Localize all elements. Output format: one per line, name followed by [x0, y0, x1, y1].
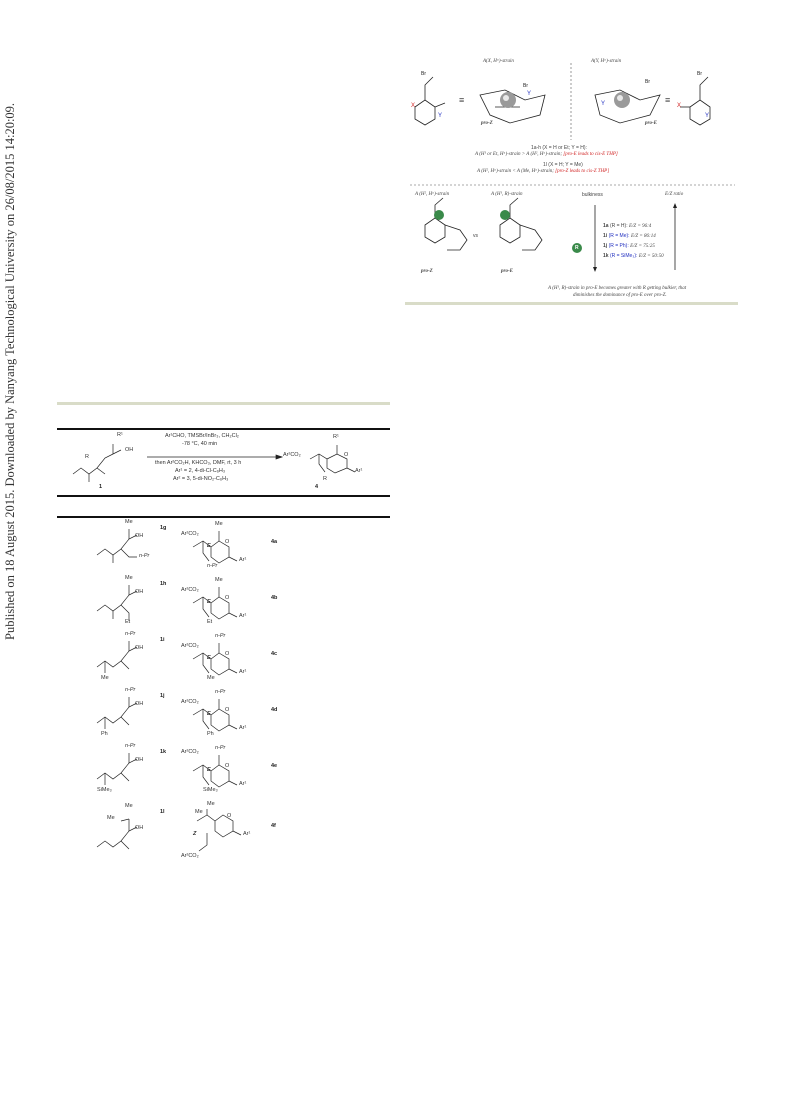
row-prod-o: O: [225, 595, 230, 601]
row-structures: [57, 573, 390, 629]
row-prod-o: O: [225, 539, 230, 545]
table-top-rule: [57, 402, 390, 405]
row-top-group: n-Pr: [125, 687, 136, 693]
scheme-prod-o: O: [344, 452, 349, 458]
row-prod-o: O: [227, 813, 232, 819]
table-row: [57, 629, 390, 685]
scheme-cond-1: Ar¹CHO, TMSBr/InBr₃, CH₂Cl₂: [165, 433, 239, 439]
row-sub-group: n-Pr: [139, 553, 150, 559]
row-substrate-label: 1i: [160, 637, 165, 643]
sidebar-publication-note: [3, 102, 17, 1100]
row-product-label: 4a: [271, 539, 278, 545]
row-prod-ar1: Ar¹: [239, 781, 247, 787]
row-sub-group: Me: [101, 675, 109, 681]
row-prod-sub: Ph: [207, 731, 214, 737]
row-substrate-label: 1l: [160, 809, 165, 815]
svg-text:Br: Br: [645, 79, 650, 85]
row-prod-sub: Et: [207, 619, 213, 625]
row-prod-ar1: Ar¹: [239, 669, 247, 675]
fig-top-left-label: A(X, Hᵃ)-strain: [483, 59, 514, 64]
table-row: [57, 741, 390, 797]
row-oh: OH: [135, 645, 144, 651]
svg-text:Y: Y: [601, 101, 606, 107]
scheme-prod-label: 4: [315, 484, 319, 490]
fig-caption-b: diminishes the dominance of pro-E over pro-Z.: [573, 293, 667, 298]
row-geometry: E: [207, 655, 211, 661]
row-prod-sub: n-Pr: [207, 563, 218, 569]
fig-cond1-note: A (H¹ or Et, Hᵃ)-strain > A (H², Hᵃ)-strain; [pro-E leads to cis-E THP]: [475, 152, 618, 157]
scheme-r1: R¹: [117, 432, 123, 438]
row-prod-o: O: [225, 763, 230, 769]
scheme-sm-label: 1: [99, 484, 103, 490]
row-sub-group: SiMe₃: [97, 787, 112, 793]
row-product-label: 4c: [271, 651, 278, 657]
svg-text:Br: Br: [523, 83, 528, 89]
row-prod-ar1: Ar¹: [239, 613, 247, 619]
row-geometry: E: [207, 711, 211, 717]
row-oh: OH: [135, 757, 144, 763]
scheme-cond-3: then Ar²CO₂H, KHCO₃, DMF, rt, 3 h: [155, 460, 242, 466]
scheme-cond-4: Ar¹ = 2, 4-di-Cl-C₆H₃: [175, 468, 226, 474]
scheme-bottom-line: [57, 495, 390, 497]
row-ar2co2: Ar²CO₂: [181, 531, 199, 537]
row-top-group: n-Pr: [125, 743, 136, 749]
fig-bottom-mid-label: A (H¹, R)-strain: [491, 192, 523, 197]
scheme-r: R: [85, 454, 89, 460]
row-prod-top: Me: [215, 521, 223, 527]
substrate-table: [57, 517, 390, 857]
row-product-label: 4f: [271, 823, 276, 829]
scheme-cond-2: -78 °C, 40 min: [182, 441, 218, 447]
row-oh: OH: [135, 701, 144, 707]
row-ar2co2: Ar²CO₂: [181, 853, 199, 859]
scheme-prod-r: R: [323, 476, 327, 482]
fig-caption-a: A (H¹, R)-strain in pro-E becomes greater with R getting bulkier, that: [548, 286, 687, 291]
fig-ez-ratio: E/Z ratio: [665, 192, 684, 197]
row-prod-ar1: Ar¹: [243, 831, 251, 837]
row-prod-o: O: [225, 651, 230, 657]
row-top-group: Me: [125, 803, 133, 809]
fig-eq-left: ≡: [459, 95, 465, 105]
scheme-oh: OH: [125, 447, 134, 453]
svg-text:Y: Y: [705, 113, 710, 119]
mechanism-figure: [405, 55, 738, 305]
row-substrate-label: 1h: [160, 581, 167, 587]
row-prod-ar1: Ar¹: [239, 725, 247, 731]
table-row: [57, 573, 390, 629]
row-prod-sub: Me: [207, 675, 215, 681]
fig-bottom-left-label: A (H², Hᵃ)-strain: [415, 192, 450, 197]
row-geometry: E: [207, 767, 211, 773]
fig-bulkiness: bulkiness: [582, 192, 603, 198]
row-product-label: 4d: [271, 707, 278, 713]
row-geometry: E: [207, 599, 211, 605]
svg-text:Y: Y: [527, 91, 532, 97]
sidebar-text: Published on 18 August 2015. Downloaded by Nanyang Technological University on 26/08/2015 14:20:09.: [3, 102, 17, 640]
fig-cond2: 1l (X = H; Y = Me): [543, 162, 583, 168]
row-ar2co2: Ar²CO₂: [181, 749, 199, 755]
fig-pro-z: pro-Z: [481, 121, 493, 126]
table-row: [57, 685, 390, 741]
row-product-label: 4b: [271, 595, 278, 601]
svg-text:X: X: [411, 103, 416, 109]
table-row: [57, 801, 390, 857]
row-prod-top: n-Pr: [215, 745, 226, 751]
row-sub-group: Et: [125, 619, 131, 625]
fig-ratio-1i: 1i (R = Me): E/Z = 86:14: [603, 233, 656, 239]
fig-ratio-1k: 1k (R = SiMe₃): E/Z = 50:50: [603, 253, 664, 259]
fig-ratio-1j: 1j (R = Ph): E/Z = 75:25: [603, 243, 655, 249]
row-top-group: n-Pr: [125, 631, 136, 637]
fig-eq-right: ≡: [665, 95, 671, 105]
row-geometry: E: [207, 543, 211, 549]
row-prod-ar1: Ar¹: [239, 557, 247, 563]
fig-cond2-note: A (H², Hᵃ)-strain < A (Me, Hᵃ)-strain; [pro-Z leads to cis-Z THP]: [477, 169, 610, 174]
svg-text:X: X: [677, 103, 682, 109]
svg-text:Y: Y: [438, 113, 443, 119]
row-prod-top: Me: [215, 577, 223, 583]
row-prod-sub: Me: [195, 809, 203, 815]
row-oh: OH: [135, 589, 144, 595]
svg-text:Br: Br: [697, 71, 702, 77]
fig-ratio-1a: 1a (R = H): E/Z = 96:4: [603, 223, 652, 229]
svg-text:Br: Br: [421, 71, 426, 77]
row-structures: [57, 517, 390, 573]
fig-vs: vs: [473, 233, 478, 239]
fig-bottom-pro-e: pro-E: [501, 269, 513, 274]
fig-cond1: 1a-h (X = H or Et; Y = H):: [531, 145, 587, 151]
row-product-label: 4e: [271, 763, 278, 769]
row-prod-top: n-Pr: [215, 689, 226, 695]
scheme-cond-5: Ar² = 3, 5-di-NO₂-C₆H₃: [173, 476, 229, 482]
row-geometry: Z: [193, 831, 197, 837]
row-prod-sub: SiMe₃: [203, 787, 218, 793]
fig-bottom-pro-z: pro-Z: [421, 269, 433, 274]
table-row: [57, 517, 390, 573]
row-sub-group: Ph: [101, 731, 108, 737]
row-structures: [57, 801, 390, 857]
row-prod-o: O: [225, 707, 230, 713]
row-ar2co2: Ar²CO₂: [181, 587, 199, 593]
row-substrate-label: 1g: [160, 525, 167, 531]
row-top-group: Me: [125, 519, 133, 525]
row-sub-group: Me: [107, 815, 115, 821]
mechanism-structures: [405, 55, 738, 305]
row-oh: OH: [135, 825, 144, 831]
reaction-scheme: [57, 430, 390, 495]
row-ar2co2: Ar²CO₂: [181, 643, 199, 649]
row-prod-top: Me: [207, 801, 215, 807]
row-substrate-label: 1j: [160, 693, 165, 699]
row-prod-top: n-Pr: [215, 633, 226, 639]
row-ar2co2: Ar²CO₂: [181, 699, 199, 705]
scheme-ar2co2: Ar²CO₂: [283, 452, 301, 458]
scheme-prod-ar1: Ar¹: [355, 468, 363, 474]
fig-top-right-label: A(Y, Hᵃ)-strain: [591, 59, 622, 64]
row-substrate-label: 1k: [160, 749, 167, 755]
row-top-group: Me: [125, 575, 133, 581]
fig-pro-e: pro-E: [645, 121, 657, 126]
figure-bottom-rule: [405, 302, 738, 305]
row-oh: OH: [135, 533, 144, 539]
scheme-prod-r1: R¹: [333, 434, 339, 440]
fig-r-badge: R: [575, 245, 579, 251]
fig-ratio-list: [603, 223, 664, 259]
